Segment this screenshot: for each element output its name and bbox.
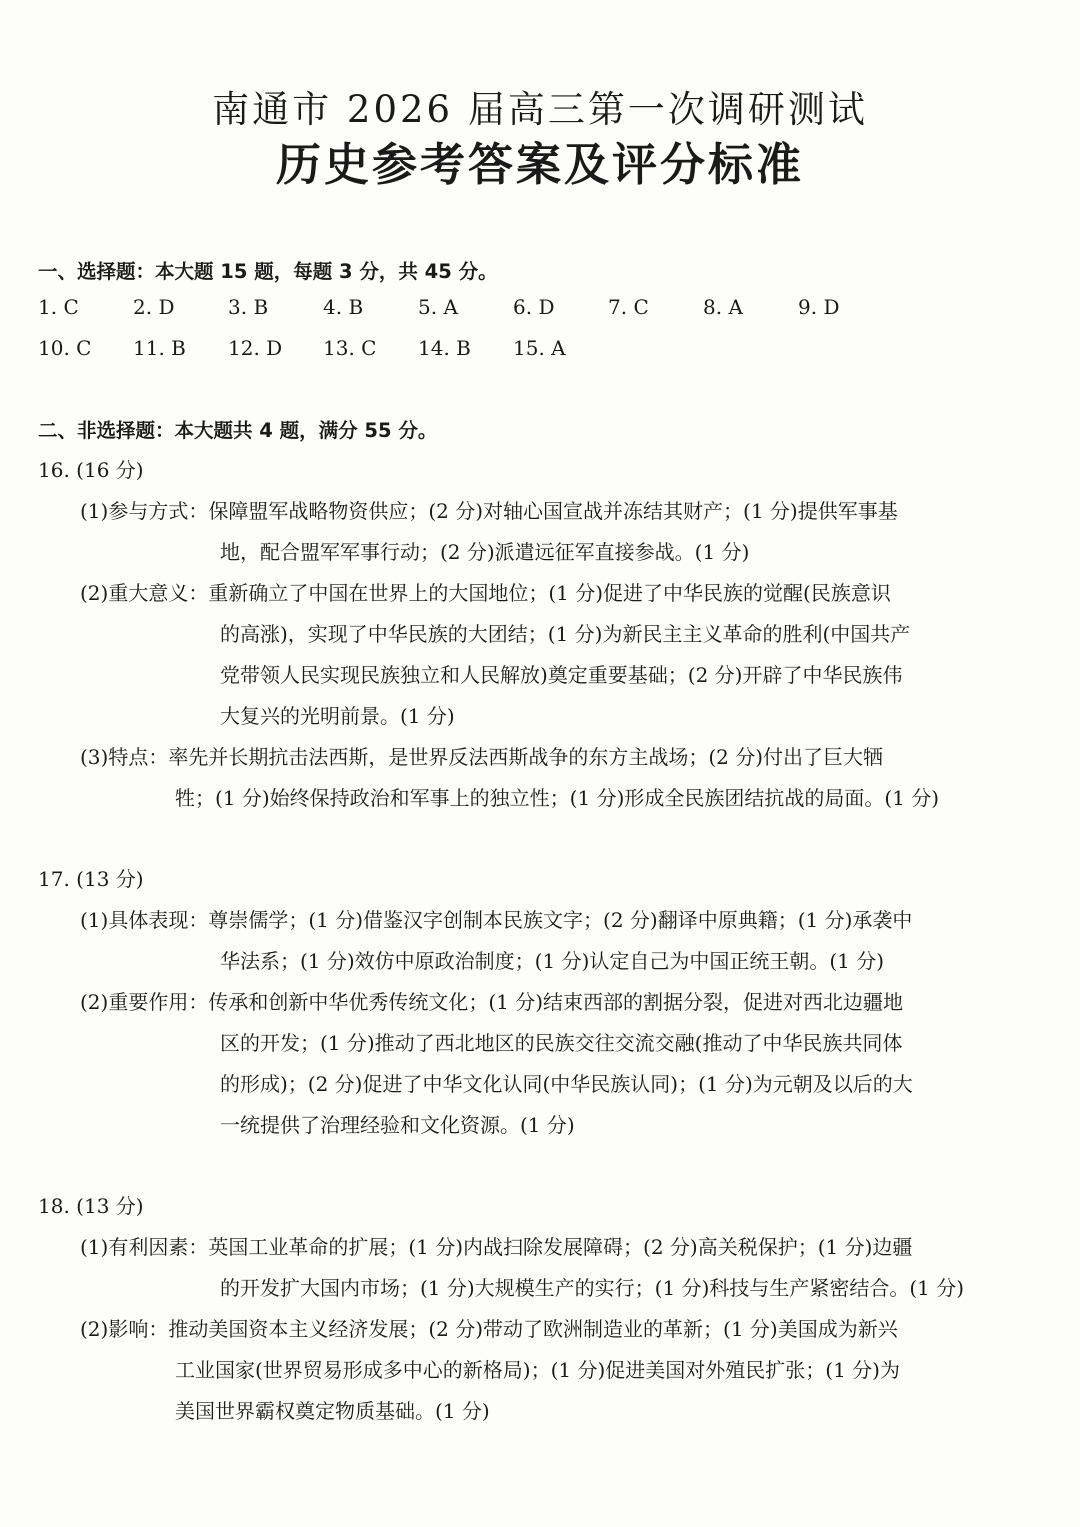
answer-item: 12. D	[228, 336, 283, 360]
answer-item: 7. C	[608, 295, 649, 319]
q16-item-1	[80, 491, 1034, 573]
answer-item: 15. A	[513, 336, 566, 360]
item-label: (1)有利因素：	[80, 1235, 209, 1259]
q16-item-2	[80, 573, 1034, 737]
item-text: 重新确立了中国在世界上的大国地位；(1 分)促进了中华民族的觉醒(民族意识	[208, 581, 891, 605]
answers-row-2	[38, 333, 1038, 363]
item-text: 的形成)；(2 分)促进了中华文化认同(中华民族认同)；(1 分)为元朝及以后的大	[220, 1072, 913, 1096]
answer-item: 5. A	[418, 295, 458, 319]
answer-item: 9. D	[798, 295, 840, 319]
item-text: 牲；(1 分)始终保持政治和军事上的独立性；(1 分)形成全民族团结抗战的局面。(1 分)	[175, 786, 940, 810]
item-text: 区的开发；(1 分)推动了西北地区的民族交往交流交融(推动了中华民族共同体	[220, 1031, 903, 1055]
answer-item: 14. B	[418, 336, 471, 360]
question-18-heading: 18. (13 分)	[38, 1194, 144, 1218]
item-text: 的高涨)，实现了中华民族的大团结；(1 分)为新民主主义革命的胜利(中国共产	[220, 622, 911, 646]
question-16-heading: 16. (16 分)	[38, 458, 144, 482]
item-text: 的开发扩大国内市场；(1 分)大规模生产的实行；(1 分)科技与生产紧密结合。(1 分)	[220, 1276, 965, 1300]
q17-item-1	[80, 900, 1034, 982]
item-label: (2)重大意义：	[80, 581, 209, 605]
question-17-heading: 17. (13 分)	[38, 867, 144, 891]
item-text: 一统提供了治理经验和文化资源。(1 分)	[220, 1113, 575, 1137]
q16-item-3	[80, 737, 1034, 819]
part2-heading: 二、非选择题：本大题共 4 题，满分 55 分。	[38, 419, 438, 442]
answers-row-1	[38, 292, 1038, 322]
q17-item-2	[80, 982, 1034, 1146]
answer-item: 4. B	[323, 295, 364, 319]
answer-item: 13. C	[323, 336, 377, 360]
answer-item: 3. B	[228, 295, 269, 319]
item-text: 美国世界霸权奠定物质基础。(1 分)	[175, 1399, 490, 1423]
answer-item: 2. D	[133, 295, 175, 319]
answer-item: 10. C	[38, 336, 92, 360]
item-label: (1)具体表现：	[80, 908, 209, 932]
item-text: 传承和创新中华优秀传统文化；(1 分)结束西部的割据分裂，促进对西北边疆地	[208, 990, 904, 1014]
q18-item-1	[80, 1227, 1034, 1309]
item-text: 率先并长期抗击法西斯，是世界反法西斯战争的东方主战场；(2 分)付出了巨大牺	[168, 745, 884, 769]
answer-key-title: 历史参考答案及评分标准	[275, 138, 804, 191]
item-text: 党带领人民实现民族独立和人民解放)奠定重要基础；(2 分)开辟了中华民族伟	[220, 663, 903, 687]
answer-item: 6. D	[513, 295, 555, 319]
answer-item: 8. A	[703, 295, 743, 319]
item-text: 英国工业革命的扩展；(1 分)内战扫除发展障碍；(2 分)高关税保护；(1 分)边疆	[208, 1235, 913, 1259]
item-text: 保障盟军战略物资供应；(2 分)对轴心国宣战并冻结其财产；(1 分)提供军事基	[208, 499, 898, 523]
exam-title: 南通市 2026 届高三第一次调研测试	[212, 88, 868, 131]
item-text: 尊崇儒学；(1 分)借鉴汉字创制本民族文字；(2 分)翻译中原典籍；(1 分)承袭中	[208, 908, 913, 932]
item-text: 华法系；(1 分)效仿中原政治制度；(1 分)认定自己为中国正统王朝。(1 分)	[220, 949, 885, 973]
item-label: (1)参与方式：	[80, 499, 209, 523]
item-label: (2)重要作用：	[80, 990, 209, 1014]
part1-heading: 一、选择题：本大题 15 题，每题 3 分，共 45 分。	[38, 260, 498, 283]
item-text: 推动美国资本主义经济发展；(2 分)带动了欧洲制造业的革新；(1 分)美国成为新兴	[168, 1317, 898, 1341]
answer-item: 11. B	[133, 336, 186, 360]
q18-item-2	[80, 1309, 1034, 1432]
item-text: 地，配合盟军军事行动；(2 分)派遣远征军直接参战。(1 分)	[220, 540, 750, 564]
answer-item: 1. C	[38, 295, 79, 319]
item-text: 工业国家(世界贸易形成多中心的新格局)；(1 分)促进美国对外殖民扩张；(1 分)为	[175, 1358, 900, 1382]
item-label: (3)特点：	[80, 745, 169, 769]
item-label: (2)影响：	[80, 1317, 169, 1341]
item-text: 大复兴的光明前景。(1 分)	[220, 704, 455, 728]
